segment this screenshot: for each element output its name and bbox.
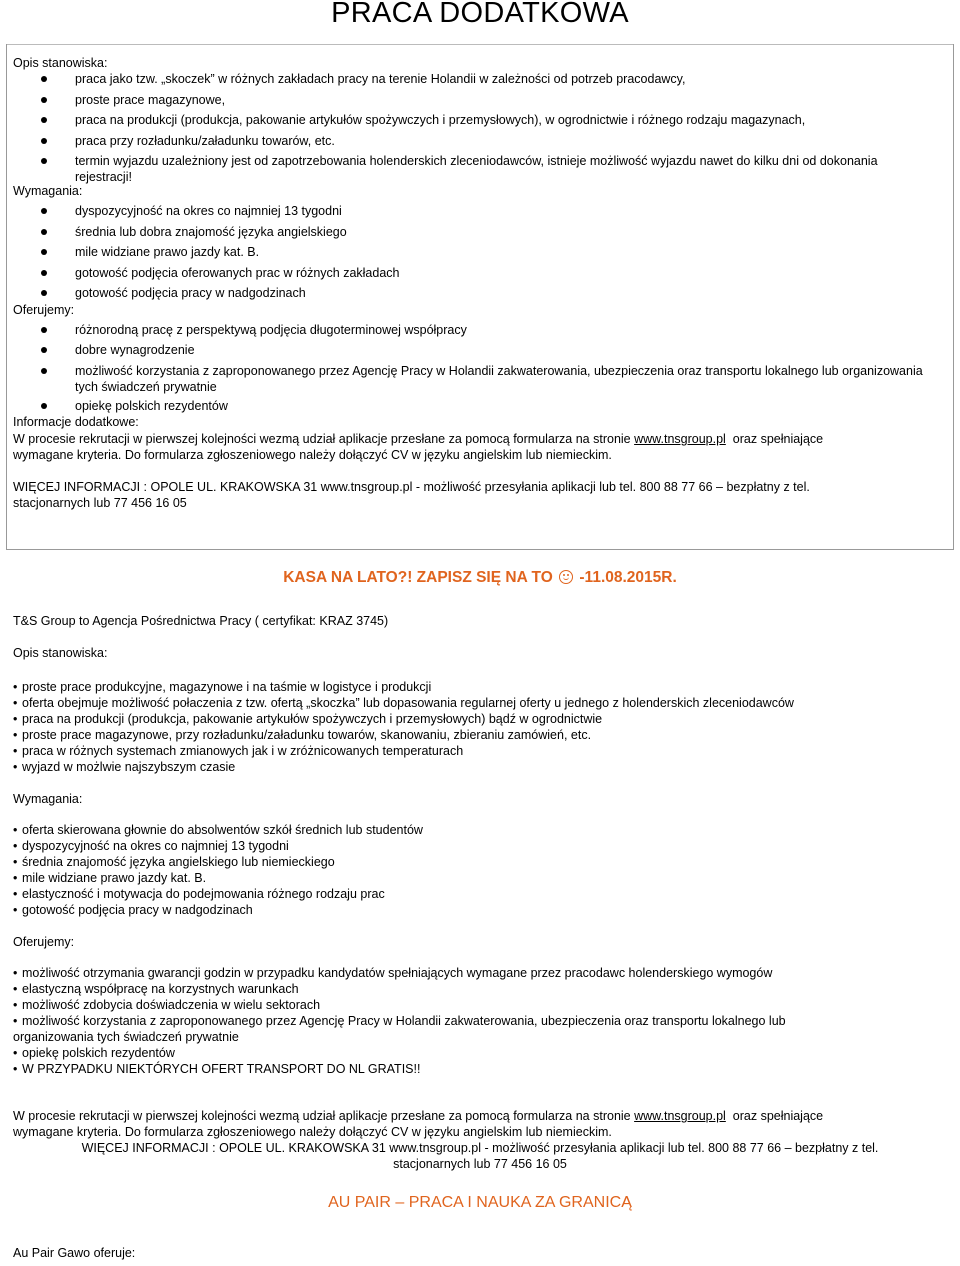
oferujemy-heading: Oferujemy:: [13, 303, 75, 317]
opis-heading: Opis stanowiska:: [13, 646, 108, 660]
list-item: • dyspozycyjność na okres co najmniej 13 tygodni: [13, 839, 289, 853]
info-text: oraz spełniające: [732, 432, 824, 446]
list-item: praca na produkcji (produkcja, pakowanie artykułów spożywczych i przemysłowych), w ogrodnictwie i różnego rodzaju magazynach,: [75, 112, 935, 128]
wymagania-heading: Wymagania:: [13, 184, 83, 198]
list-item: • oferta obejmuje możliwość połaczenia z tzw. ofertą „skoczka” lub dopasowania regularnej oferty u jednego z holenderskich zleceniodawców: [13, 696, 794, 710]
list-item: • proste prace magazynowe, przy rozładunku/załadunku towarów, skanowaniu, zbieraniu zamówień, etc.: [13, 728, 592, 742]
list-item: praca jako tzw. „skoczek” w różnych zakładach pracy na terenie Holandii w zależności od potrzeb pracodawcy,: [75, 71, 935, 87]
list-item: • praca w różnych systemach zmianowych jak i w zróżnicowanych temperaturach: [13, 744, 464, 758]
list-item: termin wyjazdu uzależniony jest od zapotrzebowania holenderskich zleceniodawców, istnieje możliwość wyjazdu nawet do kilku dni od dokonania rejestracji!: [75, 153, 935, 185]
list-item: gotowość podjęcia oferowanych prac w różnych zakładach: [75, 265, 935, 281]
list-item: mile widziane prawo jazdy kat. B.: [75, 244, 935, 260]
contact-line: stacjonarnych lub 77 456 16 05: [393, 1157, 567, 1171]
opis-heading: Opis stanowiska:: [13, 56, 108, 70]
list-item: • praca na produkcji (produkcja, pakowanie artykułów spożywczych i przemysłowych) bądź w ogrodnictwie: [13, 712, 603, 726]
list-item: średnia lub dobra znajomość języka angielskiego: [75, 224, 935, 240]
contact-line: WIĘCEJ INFORMACJI : OPOLE UL. KRAKOWSKA 31 www.tnsgroup.pl - możliwość przesyłania aplikacji lub tel. 800 88 77 66 – bezpłatny z tel.: [81, 1141, 879, 1155]
promo-banner: [0, 568, 960, 588]
info-text: oraz spełniające: [732, 1109, 824, 1123]
oferujemy-heading: Oferujemy:: [13, 935, 75, 949]
contact-line: stacjonarnych lub 77 456 16 05: [13, 496, 187, 510]
list-item: praca przy rozładunku/załadunku towarów, etc.: [75, 133, 935, 149]
list-item: • W PRZYPADKU NIEKTÓRYCH OFERT TRANSPORT DO NL GRATIS!!: [13, 1062, 421, 1076]
aupair-offer-label: Au Pair Gawo oferuje:: [13, 1246, 136, 1260]
info-heading: Informacje dodatkowe:: [13, 415, 139, 429]
list-item: możliwość korzystania z zaproponowanego przez Agencję Pracy w Holandii zakwaterowania, ubezpieczenia oraz transportu lokalnego lub organizowania tych świadczeń prywatnie: [75, 363, 935, 395]
list-item: • wyjazd w możlwie najszybszym czasie: [13, 760, 236, 774]
info-text: W procesie rekrutacji w pierwszej kolejności wezmą udział aplikacje przesłane za pomocą formularza na stronie: [13, 1109, 631, 1123]
list-item: • elastyczność i motywacja do podejmowania różnego rodzaju prac: [13, 887, 385, 901]
list-item: dyspozycyjność na okres co najmniej 13 tygodni: [75, 203, 935, 219]
info-text: W procesie rekrutacji w pierwszej kolejności wezmą udział aplikacje przesłane za pomocą formularza na stronie: [13, 432, 631, 446]
list-item: • mile widziane prawo jazdy kat. B.: [13, 871, 207, 885]
list-item-continuation: organizowania tych świadczeń prywatnie: [13, 1030, 239, 1044]
tnsgroup-link[interactable]: www.tnsgroup.pl: [634, 432, 726, 446]
list-item: • możliwość korzystania z zaproponowanego przez Agencję Pracy w Holandii zakwaterowania, ubezpieczenia oraz transportu lokalnego lub: [13, 1014, 786, 1028]
list-item: • średnia znajomość języka angielskiego lub niemieckiego: [13, 855, 335, 869]
list-item: • możliwość otrzymania gwarancji godzin w przypadku kandydatów spełniających wymagane przez pracodawc holenderskiego wymogów: [13, 966, 773, 980]
list-item: proste prace magazynowe,: [75, 92, 935, 108]
wymagania-heading: Wymagania:: [13, 792, 83, 806]
info-paragraph: [13, 1108, 948, 1124]
list-item: opiekę polskich rezydentów: [75, 398, 935, 414]
list-item: gotowość podjęcia pracy w nadgodzinach: [75, 285, 935, 301]
contact-line: WIĘCEJ INFORMACJI : OPOLE UL. KRAKOWSKA 31 www.tnsgroup.pl - możliwość przesyłania aplikacji lub tel. 800 88 77 66 – bezpłatny z tel.: [13, 480, 810, 494]
info-line: wymagane kryteria. Do formularza zgłoszeniowego należy dołączyć CV w języku angielskim lub niemieckim.: [13, 1125, 612, 1139]
list-item: • oferta skierowana głownie do absolwentów szkół średnich lub studentów: [13, 823, 423, 837]
list-item: • proste prace produkcyjne, magazynowe i na taśmie w logistyce i produkcji: [13, 680, 432, 694]
list-item: dobre wynagrodzenie: [75, 342, 935, 358]
list-item: różnorodną pracę z perspektywą podjęcia długoterminowej współpracy: [75, 322, 935, 338]
list-item: • elastyczną współpracę na korzystnych warunkach: [13, 982, 299, 996]
promo-date: -11.08.2015R.: [579, 569, 677, 586]
list-item: • gotowość podjęcia pracy w nadgodzinach: [13, 903, 253, 917]
smiley-icon: [559, 570, 573, 584]
list-item: • opiekę polskich rezydentów: [13, 1046, 175, 1060]
aupair-heading: AU PAIR – PRACA I NAUKA ZA GRANICĄ: [328, 1194, 632, 1211]
tnsgroup-link[interactable]: www.tnsgroup.pl: [634, 1109, 726, 1123]
promo-text: KASA NA LATO?! ZAPISZ SIĘ NA TO: [283, 569, 553, 586]
info-line: wymagane kryteria. Do formularza zgłoszeniowego należy dołączyć CV w języku angielskim lub niemieckim.: [13, 448, 612, 462]
info-paragraph: [13, 431, 948, 447]
list-item: • możliwość zdobycia doświadczenia w wielu sektorach: [13, 998, 321, 1012]
page-title: PRACA DODATKOWA: [331, 0, 629, 29]
company-intro: T&S Group to Agencja Pośrednictwa Pracy ( certyfikat: KRAZ 3745): [13, 614, 389, 628]
